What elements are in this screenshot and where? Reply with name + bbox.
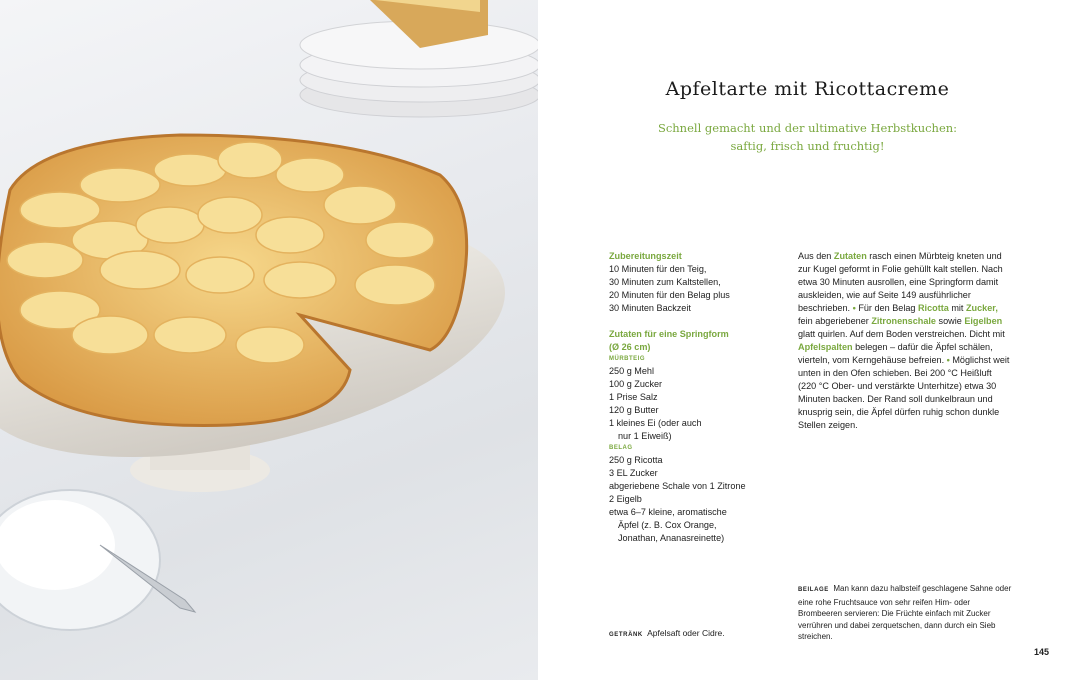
instructions-text: rasch einen Mürbteig kneten und zur Kugel geformt in Folie gehüllt kalt stellen. Nach etwa 30 Minuten ausrollen, eine Springform damit auskleiden, wie auf Seite 149 ausführlicher beschrieben. [798, 251, 1003, 313]
tart-photo [0, 0, 538, 680]
prep-line: 20 Minuten für den Belag plus [609, 290, 730, 300]
bullet-icon: • [946, 355, 950, 365]
ingredient-item-cont: Jonathan, Ananasreinette) [618, 533, 725, 543]
ingredient-item: 250 g Mehl [609, 366, 654, 376]
ingredient-item: 100 g Zucker [609, 379, 663, 389]
ingredient-item: abgeriebene Schale von 1 Zitrone [609, 481, 746, 491]
ingredient-item: 3 EL Zucker [609, 468, 658, 478]
getraenk-label: GETRÄNK [609, 632, 643, 638]
getraenk-note [609, 628, 779, 638]
ingredient-item: 1 kleines Ei (oder auch [609, 418, 702, 428]
ingredient-item: 120 g Butter [609, 405, 659, 415]
instructions-text: sowie [936, 316, 965, 326]
keyword-zitronenschale: Zitronenschale [871, 316, 936, 326]
bullet-icon: • [852, 303, 856, 313]
beilage-note [798, 583, 1012, 643]
ingredient-item: etwa 6–7 kleine, aromatische [609, 507, 727, 517]
ingredients-heading: Zutaten für eine Springform [609, 329, 729, 339]
instructions-text: fein abgeriebener [798, 316, 872, 326]
instructions-text: mit [948, 303, 966, 313]
ingredient-item: 250 g Ricotta [609, 455, 663, 465]
instructions-text: Möglichst weit unten in den Ofen schieben. Bei 200 °C Heißluft (220 °C Ober- und verstärkte Unterhitze) etwa 30 Minuten backen. Der Rand soll dunkelbraun und knusprig sein, die Äpfel dürfen ruhig schon dunkle Stellen zeigen. [798, 355, 1010, 430]
ingredient-item-cont: nur 1 Eiweiß) [618, 431, 672, 441]
beilage-label: BEILAGE [798, 587, 829, 593]
subtitle-line-2: saftig, frisch und fruchtig! [730, 139, 885, 153]
keyword-ricotta: Ricotta [917, 303, 949, 313]
subtitle-line-1: Schnell gemacht und der ultimative Herbstkuchen: [657, 121, 958, 135]
recipe-subtitle [538, 119, 1077, 155]
beilage-text: Man kann dazu halbsteif geschlagene Sahne oder eine rohe Fruchtsauce von sehr reifen Him- oder Brombeeren servieren: Die Früchte einfach mit Zucker verrühren und dabei zerquetschen, dann durch ein Sieb streichen. [798, 584, 1012, 641]
instructions-text: Für den Belag [855, 303, 918, 313]
instructions-column [798, 250, 1012, 432]
prep-line: 30 Minuten Backzeit [609, 303, 691, 313]
prep-line: 10 Minuten für den Teig, [609, 264, 707, 274]
ingredients-column [609, 250, 779, 545]
cream-bowl [0, 490, 195, 630]
keyword-zucker: Zucker, [966, 303, 998, 313]
ingredient-item: 1 Prise Salz [609, 392, 658, 402]
page-number: 145 [1033, 647, 1049, 657]
instructions-text: glatt quirlen. Auf dem Boden verstreichen. Dicht mit [798, 329, 1005, 339]
keyword-eigelben: Eigelben [964, 316, 1003, 326]
instructions-text: Aus den [798, 251, 834, 261]
ingredient-item: 2 Eigelb [609, 494, 642, 504]
keyword-apfelspalten: Apfelspalten [798, 342, 853, 352]
instructions-text: belegen – dafür die Äpfel schälen, vierteln, vom Kerngehäuse befreien. [798, 342, 993, 365]
keyword-zutaten: Zutaten [833, 251, 867, 261]
recipe-page [538, 0, 1077, 680]
belag-label: BELAG [609, 445, 633, 451]
getraenk-text: Apfelsaft oder Cidre. [647, 628, 725, 638]
muerbteig-label: MÜRBTEIG [609, 356, 645, 362]
tart-illustration [0, 0, 538, 680]
prep-time-heading: Zubereitungszeit [609, 251, 682, 261]
ingredient-item-cont: Äpfel (z. B. Cox Orange, [618, 520, 717, 530]
prep-line: 30 Minuten zum Kaltstellen, [609, 277, 721, 287]
ingredients-heading-size: (Ø 26 cm) [609, 342, 651, 352]
recipe-title: Apfeltarte mit Ricottacreme [665, 78, 950, 100]
plate-stack [300, 0, 538, 117]
